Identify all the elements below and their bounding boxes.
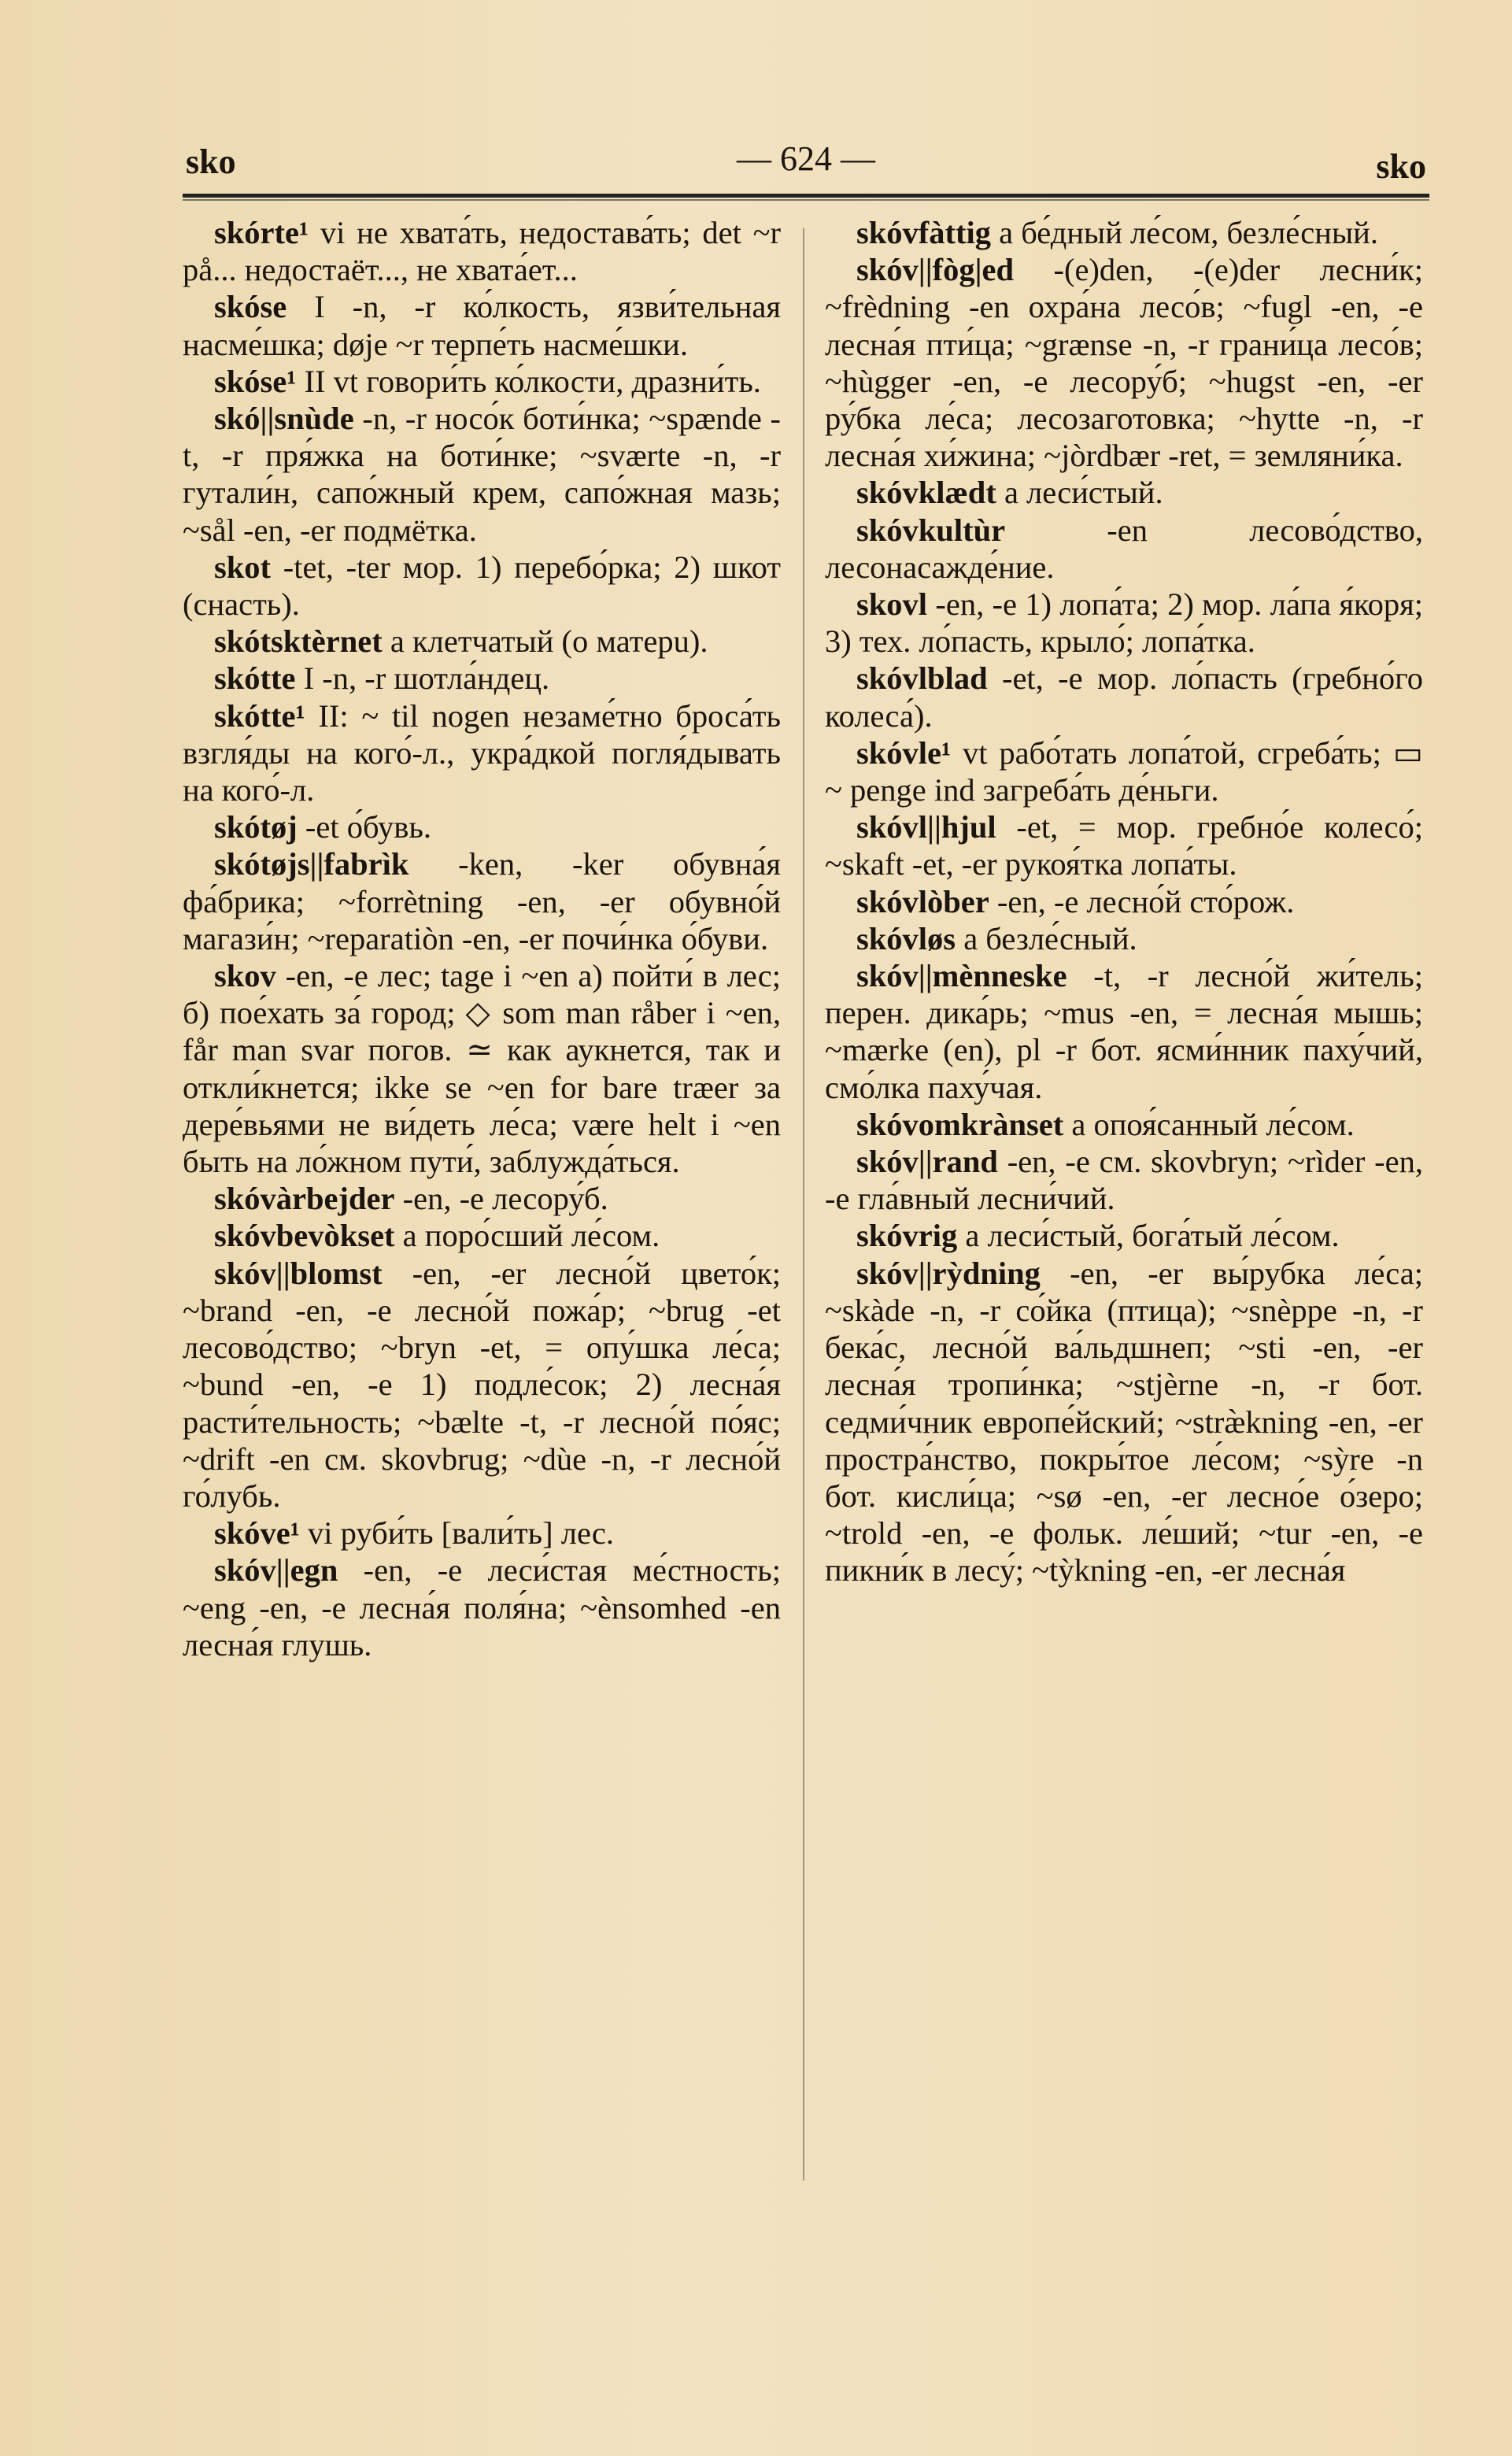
dictionary-entry [825, 251, 1423, 474]
dictionary-entry [825, 1106, 1423, 1143]
dictionary-entry [183, 1217, 781, 1254]
dictionary-entry [825, 512, 1423, 586]
entry-definition: a леси́стый. [996, 475, 1163, 511]
entry-definition: II: ~ til nogen незаме́тно броса́ть взгля́ды на кого́-л., укра́дкой погля́дывать на кого́-л. [183, 697, 781, 808]
dictionary-entry [183, 1552, 781, 1663]
entry-headword: skórte¹ [214, 215, 309, 250]
dictionary-entry [825, 1255, 1423, 1589]
entry-headword: skóvfàttig [856, 215, 991, 250]
dictionary-entry [183, 214, 781, 288]
entry-headword: skot [214, 549, 272, 585]
entry-headword: skóvomkrànset [856, 1106, 1064, 1142]
dictionary-entry [183, 808, 781, 845]
entry-definition: -tet, -ter мор. 1) перебо́рка; 2) шкот (снасть). [183, 549, 781, 623]
header-rule [183, 194, 1429, 198]
entry-headword: skóvbevòkset [214, 1218, 395, 1254]
entry-headword: skóvklædt [856, 475, 996, 511]
entry-headword: skóvkultùr [856, 512, 1006, 548]
dictionary-entry [183, 845, 781, 957]
entry-headword: skóvl||hjul [856, 809, 996, 845]
dictionary-entry [825, 1143, 1423, 1217]
entry-headword: skóvrig [856, 1218, 958, 1254]
dictionary-entry [183, 363, 781, 400]
entry-headword: skóvløs [856, 920, 956, 956]
entry-definition: a безле́сный. [956, 920, 1137, 956]
page-number: — 624 — [737, 139, 875, 178]
entry-headword: skóv||blomst [214, 1255, 383, 1291]
entry-definition: -n, -r носо́к боти́нка; ~spænde -t, -r пря́жка на боти́нке; ~sværte -n, -r гутали́н, сапо́жный крем, сапо́жная мазь; ~sål -en, -er подмётка. [183, 401, 781, 548]
entry-definition: -en лесово́дство, лесонасажде́ние. [825, 512, 1423, 585]
entry-definition: vi не хвата́ть, недостава́ть; det ~r på... недостаёт..., не хвата́ет... [183, 215, 781, 288]
entry-definition: -en, -e лесору́б. [394, 1181, 608, 1217]
entry-definition: a поро́сший ле́сом. [394, 1218, 660, 1254]
header-right-guideword: sko [1376, 147, 1426, 186]
entry-headword: skóve¹ [214, 1515, 300, 1552]
entry-definition: -en, -e леси́стая ме́стность; ~eng -en, -e лесна́я поля́на; ~ènsomhed -en лесна́я глушь. [183, 1552, 781, 1663]
entry-headword: skó||snùde [214, 401, 354, 437]
entry-definition: -en, -er лесно́й цвето́к; ~brand -en, -e лесно́й пожа́р; ~brug -et лесово́дство; ~bryn -et, = опу́шка ле́са; ~bund -en, -e 1) подле́сок; 2) лесна́я расти́тельность; ~bælte -t, -r лесно́й по́яс; ~drift -en см. skovbrug; ~dùe -n, -r лесно́й го́лубь. [183, 1255, 781, 1514]
entry-definition: -t, -r лесно́й жи́тель; перен. дика́рь; ~mus -en, = лесна́я мышь; ~mærke (en), pl -r бот. ясми́нник паху́чий, смо́лка паху́чая. [825, 958, 1423, 1105]
entry-definition: -ken, -ker обувна́я фа́брика; ~forrètning -en, -er обувно́й магази́н; ~reparatiòn -en, -er почи́нка о́буви. [183, 846, 781, 956]
left-column [183, 214, 781, 1663]
entry-definition: a бе́дный ле́сом, безле́сный. [991, 215, 1378, 250]
dictionary-entry [183, 400, 781, 549]
entry-headword: skótsktèrnet [214, 623, 383, 660]
entry-headword: skóvàrbejder [214, 1181, 395, 1217]
entry-headword: skóv||fòg|ed [856, 252, 1015, 288]
entry-definition: a леси́стый, бога́тый ле́сом. [957, 1218, 1340, 1254]
dictionary-entry [183, 697, 781, 809]
entry-headword: skóvlblad [856, 660, 988, 697]
page-header [186, 135, 1426, 190]
entry-definition: a клетчатый (о матерu). [382, 623, 708, 660]
header-rule-thin [183, 199, 1429, 201]
dictionary-entry [183, 623, 781, 660]
entry-definition: -et о́бувь. [297, 809, 432, 845]
entry-headword: skótøj [214, 809, 298, 845]
entry-headword: skóv||rỳdning [856, 1255, 1041, 1291]
entry-definition: -en, -e лес; tage i ~en а) пойти́ в лес; б) пое́хать за́ город; ◇ som man råber i ~en, får man svar погов. ≃ как аукнется, так и откли́кнется; ikke se ~en for bare træer за дере́вьями не ви́деть ле́са; være helt i ~en быть на ло́жном пути́, заблужда́ться. [183, 958, 781, 1180]
entry-definition: I -n, -r шотла́ндец. [295, 660, 550, 697]
dictionary-entry [825, 883, 1423, 920]
header-left-guideword: sko [186, 142, 236, 181]
entry-definition: -en, -er вы́рубка ле́са; ~skàde -n, -r со́йка (птица); ~snèppe -n, -r бека́с, лесно́й ва́льдшнеп; ~sti -en, -er лесна́я тропи́нка; ~stjèrne -n, -r бот. седми́чник европе́йский; ~stræ̀kning -en, -er простра́нство, покры́тое ле́сом; ~sỳre -n бот. кисли́ца; ~sø -en, -er лесно́е о́зеро; ~trold -en, -e фольк. ле́ший; ~tur -en, -e пикни́к в лесу́; ~tỳkning -en, -er лесна́я [825, 1255, 1423, 1589]
dictionary-entry [183, 957, 781, 1180]
dictionary-entry [825, 214, 1423, 251]
dictionary-entry [825, 920, 1423, 957]
entry-headword: skov [214, 958, 276, 994]
entry-headword: skóse [214, 289, 287, 325]
entry-definition: -en, -e лесно́й сто́рож. [989, 883, 1295, 919]
entry-definition: II vt говори́ть ко́лкости, дразни́ть. [296, 363, 761, 399]
entry-definition: vt рабо́тать лопа́той, сгреба́ть; ▭ ~ penge ind загреба́ть де́ньги. [825, 734, 1423, 808]
entry-headword: skovl [856, 586, 928, 623]
dictionary-entry [183, 549, 781, 623]
dictionary-entry [183, 1515, 781, 1552]
entry-headword: skótte¹ [214, 697, 305, 734]
dictionary-entry [825, 1217, 1423, 1254]
entry-headword: skóvle¹ [856, 734, 952, 771]
entry-definition: -en, -e см. skovbryn; ~rìder -en, -e гла́вный лесни́чий. [825, 1144, 1423, 1217]
dictionary-entry [183, 1180, 781, 1217]
entry-definition: -(e)den, -(e)der лесни́к; ~frèdning -en охра́на лесо́в; ~fugl -en, -e лесна́я пти́ца; ~grænse -n, -r грани́ца лесо́в; ~hùgger -en, -e лесору́б; ~hugst -en, -er ру́бка ле́са; лесозаготовка; ~hytte -n, -r лесна́я хи́жина; ~jòrdbær -ret, = земляни́ка. [825, 252, 1423, 474]
dictionary-entry [825, 660, 1423, 734]
entry-definition: -et, = мор. гребно́е колесо́; ~skaft -et, -er рукоя́тка лопа́ты. [825, 809, 1423, 882]
right-column [825, 214, 1423, 1589]
entry-headword: skótøjs||fabrìk [214, 846, 409, 882]
column-divider [803, 228, 804, 2180]
entry-headword: skóse¹ [214, 363, 297, 399]
dictionary-entry [825, 586, 1423, 660]
dictionary-entry [825, 808, 1423, 882]
entry-headword: skóv||mènneske [856, 958, 1067, 994]
entry-headword: skóv||egn [214, 1552, 338, 1589]
entry-definition: a опоя́санный ле́сом. [1063, 1106, 1355, 1142]
dictionary-entry [825, 957, 1423, 1106]
entry-definition: I -n, -r ко́лкость, язви́тельная насме́шка; døje ~r терпе́ть насме́шки. [183, 289, 781, 362]
entry-definition: vi руби́ть [вали́ть] лес. [299, 1515, 615, 1552]
entry-definition: -en, -e 1) лопа́та; 2) мор. ла́па я́коря; 3) тех. ло́пасть, крыло́; лопа́тка. [825, 586, 1423, 660]
dictionary-entry [183, 660, 781, 697]
dictionary-entry [183, 288, 781, 362]
dictionary-entry [825, 474, 1423, 511]
entry-headword: skótte [214, 660, 296, 697]
entry-headword: skóvlòber [856, 883, 989, 919]
dictionary-entry [825, 734, 1423, 808]
entry-headword: skóv||rand [856, 1144, 998, 1180]
entry-definition: -et, -e мор. ло́пасть (гребно́го колеса́). [825, 660, 1423, 734]
dictionary-entry [183, 1255, 781, 1515]
